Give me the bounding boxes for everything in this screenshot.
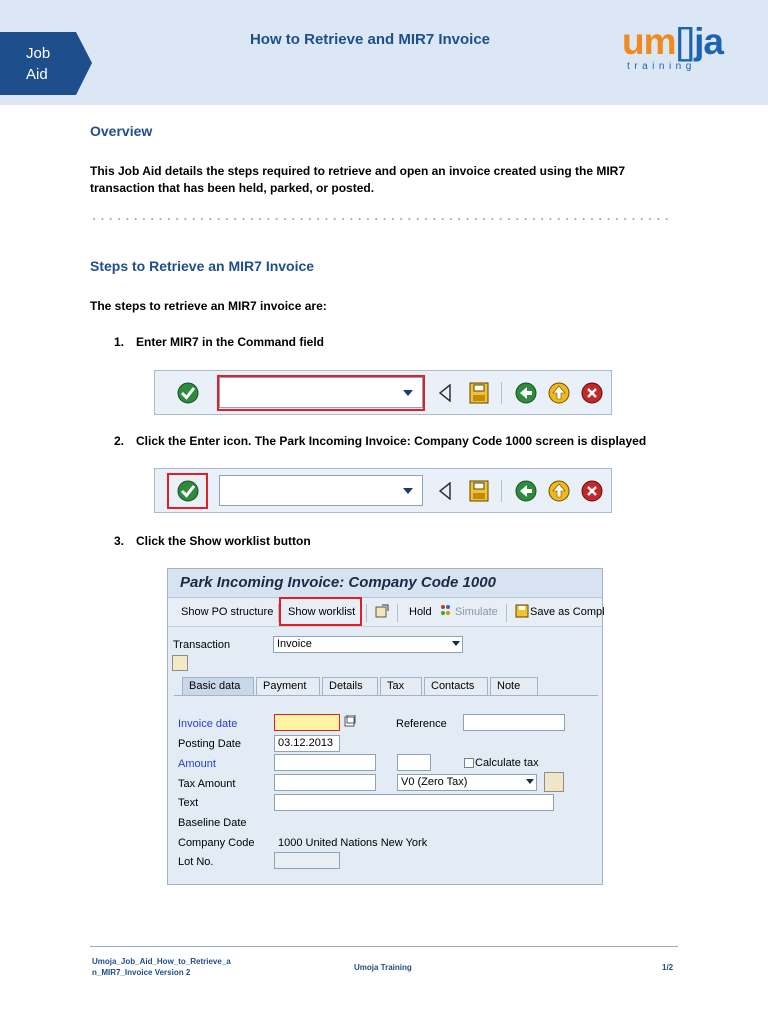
back-triangle-icon[interactable]: [439, 482, 451, 505]
sap-screen-title: Park Incoming Invoice: Company Code 1000: [180, 574, 496, 591]
badge-line-2: Aid: [26, 66, 48, 83]
footer-filename-line-1: Umoja_Job_Aid_How_to_Retrieve_a: [92, 957, 231, 966]
calculate-tax-label: Calculate tax: [475, 757, 539, 769]
back-green-icon[interactable]: [515, 382, 537, 409]
invoice-date-label: Invoice date: [178, 718, 238, 730]
exit-up-icon[interactable]: [548, 480, 570, 507]
back-green-icon[interactable]: [515, 480, 537, 507]
reference-field[interactable]: [463, 714, 565, 731]
transaction-select[interactable]: [273, 636, 463, 653]
simulate-button[interactable]: Simulate: [455, 606, 498, 618]
reference-label: Reference: [396, 718, 447, 730]
show-po-structure-button[interactable]: Show PO structure: [181, 606, 274, 618]
currency-field[interactable]: [397, 754, 431, 771]
save-icon[interactable]: [469, 382, 489, 409]
baseline-date-label: Baseline Date: [178, 817, 247, 829]
toolbar-separator: [366, 604, 367, 622]
tab-details[interactable]: Details: [322, 677, 378, 695]
step-text: Enter MIR7 in the Command field: [136, 335, 325, 349]
dropdown-arrow-icon[interactable]: [452, 641, 460, 646]
company-code-label: Company Code: [178, 837, 255, 849]
company-code-value: 1000 United Nations New York: [278, 837, 428, 849]
command-field-highlight: [217, 375, 425, 411]
save-icon[interactable]: [469, 480, 489, 507]
step-text: Click the Enter icon. The Park Incoming Invoice: Company Code 1000 screen is displayed: [136, 434, 647, 448]
footer-filename-line-2: n_MIR7_Invoice Version 2: [92, 968, 191, 977]
folder-icon[interactable]: [172, 655, 188, 671]
text-field[interactable]: [274, 794, 554, 811]
calculate-tax-checkbox[interactable]: [464, 758, 474, 768]
lot-no-label: Lot No.: [178, 856, 214, 868]
toolbar-separator: [501, 382, 502, 404]
logo-word-mid: []: [675, 21, 695, 62]
text-label: Text: [178, 797, 199, 809]
enter-checkmark-icon[interactable]: [177, 382, 199, 409]
posting-date-field[interactable]: 03.12.2013: [274, 735, 340, 752]
logo-subtitle: training: [627, 61, 696, 72]
lot-no-field[interactable]: [274, 852, 340, 869]
command-field[interactable]: [219, 475, 423, 506]
logo-word-orange: um: [622, 21, 676, 62]
show-worklist-button[interactable]: Show worklist: [288, 606, 356, 618]
step-text: Click the Show worklist button: [136, 534, 311, 548]
tab-tax[interactable]: Tax: [380, 677, 422, 695]
job-aid-badge: [0, 32, 92, 95]
enter-icon-highlight: [167, 473, 208, 509]
tax-code-select[interactable]: [397, 774, 537, 791]
umoja-training-logo: [622, 20, 747, 76]
tab-basic-data[interactable]: Basic data: [182, 677, 254, 695]
transaction-label: Transaction: [173, 639, 231, 651]
badge-line-1: Job: [26, 45, 51, 62]
other-invoice-icon[interactable]: [375, 604, 389, 621]
toolbar-separator: [501, 480, 502, 502]
sap-park-invoice-screen: [167, 568, 603, 885]
step-number: 2.: [114, 434, 125, 448]
tax-amount-field[interactable]: [274, 774, 376, 791]
step-2: [114, 434, 646, 448]
footer-filename: [92, 956, 231, 978]
footer-center: Umoja Training: [354, 963, 412, 972]
step-number: 1.: [114, 335, 125, 349]
posting-date-label: Posting Date: [178, 738, 241, 750]
document-title: How to Retrieve and MIR7 Invoice: [249, 31, 491, 48]
transaction-value: Invoice: [277, 638, 312, 650]
sap-application-toolbar: [168, 598, 605, 627]
tax-code-value: V0 (Zero Tax): [401, 776, 468, 788]
save-as-complete-button[interactable]: Save as Compl: [530, 606, 605, 618]
dropdown-arrow-icon[interactable]: [526, 779, 534, 784]
show-worklist-highlight: [279, 597, 362, 626]
step-number: 3.: [114, 534, 125, 548]
sap-screen-titlebar: [168, 569, 602, 598]
calendar-icon[interactable]: [344, 715, 356, 730]
invoice-date-field[interactable]: [274, 714, 340, 731]
overview-line-1: This Job Aid details the steps required to retrieve and open an invoice created using the MIR7: [90, 164, 626, 178]
tax-detail-button[interactable]: [544, 772, 564, 792]
toolbar-separator: [397, 604, 398, 622]
step-3: [114, 534, 311, 548]
tab-contacts[interactable]: Contacts: [424, 677, 488, 695]
tab-payment[interactable]: Payment: [256, 677, 320, 695]
toolbar-separator: [506, 604, 507, 622]
steps-heading: Steps to Retrieve an MIR7 Invoice: [90, 258, 315, 274]
amount-label: Amount: [178, 758, 216, 770]
tax-amount-label: Tax Amount: [178, 778, 236, 790]
dropdown-arrow-icon[interactable]: [403, 488, 413, 494]
cancel-icon[interactable]: [581, 480, 603, 507]
overview-heading: Overview: [90, 123, 153, 139]
tab-note[interactable]: Note: [490, 677, 538, 695]
exit-up-icon[interactable]: [548, 382, 570, 409]
amount-field[interactable]: [274, 754, 376, 771]
footer-page-number: 1/2: [662, 963, 674, 972]
steps-intro: The steps to retrieve an MIR7 invoice are:: [90, 299, 327, 313]
logo-word-blue: ja: [694, 21, 723, 62]
sap-command-toolbar-2: [154, 468, 612, 513]
step-1: [114, 335, 324, 349]
simulate-icon[interactable]: [440, 604, 454, 619]
save-as-complete-icon[interactable]: [515, 604, 529, 621]
back-triangle-icon[interactable]: [439, 384, 451, 407]
page-header: [0, 0, 768, 105]
cancel-icon[interactable]: [581, 382, 603, 409]
dotted-divider: [90, 218, 670, 220]
footer-divider: [90, 946, 678, 947]
hold-button[interactable]: Hold: [409, 606, 432, 618]
overview-line-2: transaction that has been held, parked, or posted.: [90, 181, 375, 195]
